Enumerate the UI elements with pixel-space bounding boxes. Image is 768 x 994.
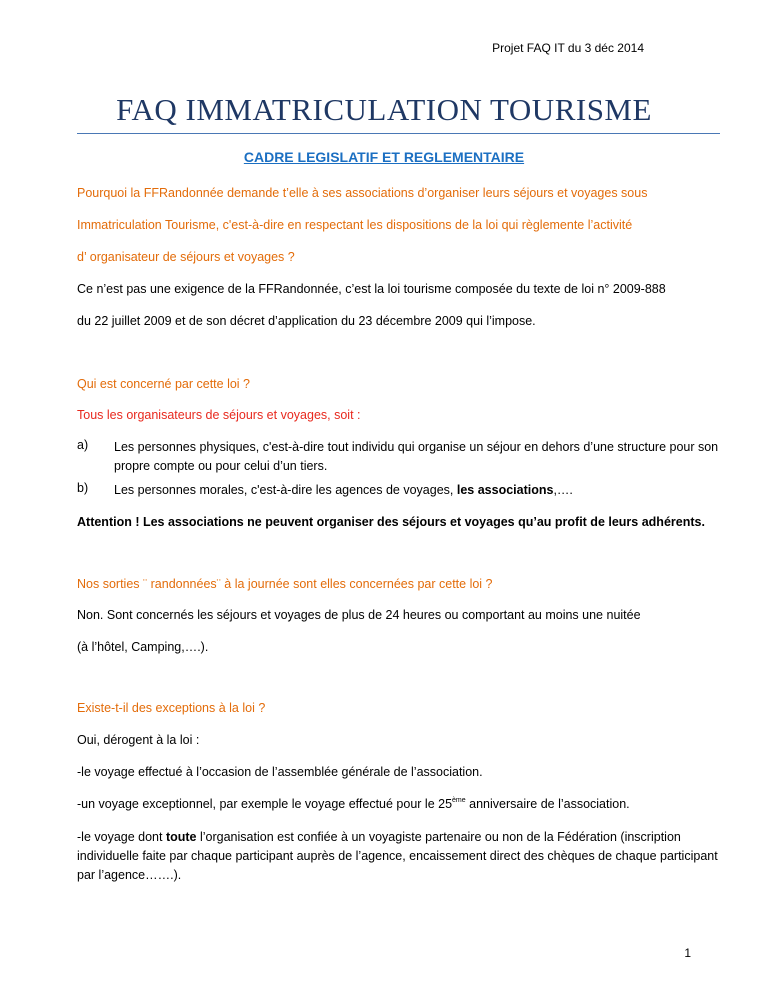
exception-3-pre: -le voyage dont [77, 830, 166, 844]
exception-3-post: l’organisation est confiée à un voyagiste partenaire ou non de la Fédération (inscription individuelle faite par chaque participant auprès de l’agence, encaissement direct des chèques de chaque participant par l’agence…….). [77, 830, 718, 882]
attention-note: Attention ! Les associations ne peuvent organiser des séjours et voyages qu’au profit de leurs adhérents. [77, 515, 705, 529]
exception-2-sup: ème [452, 797, 466, 804]
section-heading [0, 149, 768, 165]
title-rule [77, 133, 720, 134]
running-header: Projet FAQ IT du 3 déc 2014 [492, 41, 644, 55]
question-2: Qui est concerné par cette loi ? [77, 377, 251, 391]
answer-1-line-1: Ce n’est pas une exigence de la FFRandonnée, c’est la loi tourisme composée du texte de loi n° 2009-888 [77, 282, 666, 296]
answer-2-lead: Tous les organisateurs de séjours et voyages, soit : [77, 408, 361, 422]
question-1-line-1: Pourquoi la FFRandonnée demande t’elle à ses associations d’organiser leurs séjours et voyages sous [77, 186, 648, 200]
list-item-a [77, 438, 737, 476]
section-heading-text: CADRE LEGISLATIF ET REGLEMENTAIRE [243, 149, 525, 165]
list-item-b-post: ,…. [553, 483, 573, 497]
page-number: 1 [684, 946, 691, 960]
list-item-b-bold: les associations [456, 483, 554, 497]
answer-3-line-1: Non. Sont concernés les séjours et voyages de plus de 24 heures ou comportant au moins une nuitée [77, 608, 641, 622]
question-4: Existe-t-il des exceptions à la loi ? [77, 701, 266, 715]
exception-3 [77, 828, 727, 885]
exception-2-pre: -un voyage exceptionnel, par exemple le voyage effectué pour le 25 [77, 797, 453, 811]
question-1-line-2: Immatriculation Tourisme, c'est-à-dire en respectant les dispositions de la loi qui règlemente l’activité [77, 218, 633, 232]
list-item-b-text [114, 481, 737, 500]
list-item-a-text: Les personnes physiques, c'est-à-dire tout individu qui organise un séjour en dehors d’une structure pour son propre compte ou pour celui d’un tiers. [114, 440, 719, 473]
page-title: FAQ IMMATRICULATION TOURISME [116, 92, 652, 127]
list-item-b [77, 481, 737, 500]
exception-3-bold: toute [165, 830, 197, 844]
question-3: Nos sorties ¨ randonnées¨ à la journée sont elles concernées par cette loi ? [77, 577, 493, 591]
list-marker-b: b) [77, 481, 89, 495]
answer-3-line-2: (à l’hôtel, Camping,….). [77, 640, 209, 654]
list-item-b-pre: Les personnes morales, c'est-à-dire les agences de voyages, [114, 483, 457, 497]
exception-2-post: anniversaire de l’association. [465, 797, 630, 811]
list-marker-a: a) [77, 438, 89, 452]
exception-1: -le voyage effectué à l’occasion de l’assemblée générale de l’association. [77, 765, 483, 779]
answer-4-lead: Oui, dérogent à la loi : [77, 733, 200, 747]
exception-2 [77, 797, 630, 811]
answer-1-line-2: du 22 juillet 2009 et de son décret d’application du 23 décembre 2009 qui l’impose. [77, 314, 536, 328]
question-1-line-3: d’ organisateur de séjours et voyages ? [77, 250, 295, 264]
